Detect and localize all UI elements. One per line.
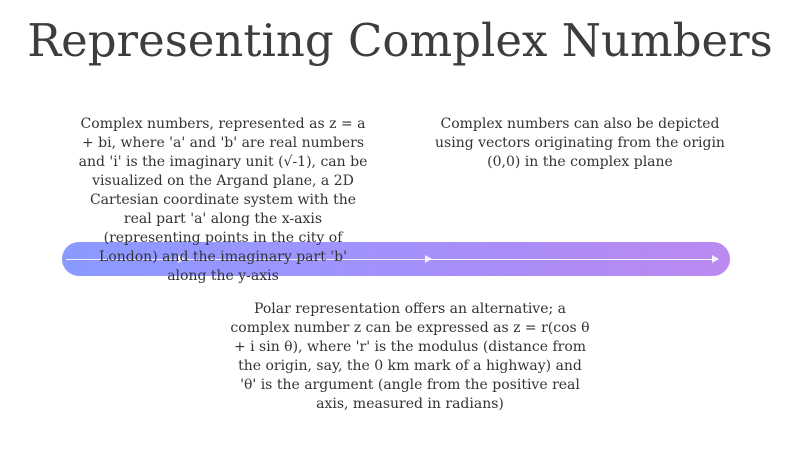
argand-plane-text: Complex numbers, represented as z = a + bi, where 'a' and 'b' are real numbers and 'i' is the imaginary unit (√-1), can be visualized on the Argand plane, a 2D Cartesian coordinate system with the real part 'a' along the x-axis (representing points in the city of London) and the imaginary part 'b' along the y-axis (78, 116, 368, 284)
timeline-arrow-icon (425, 255, 432, 263)
timeline-arrow-icon (712, 255, 719, 263)
slide-title: Representing Complex Numbers (27, 14, 773, 67)
polar-representation-text: Polar representation offers an alternative; a complex number z can be expressed as z = r(cos θ + i sin θ), where 'r' is the modulus (distance from the origin, say, the 0 km mark of a highway) and 'θ' is the argument (angle from the positive real axis, measured in radians) (230, 301, 590, 412)
timeline-dashed-line (430, 259, 714, 260)
vector-representation-text: Complex numbers can also be depicted using vectors originating from the origin (0,0) in the complex plane (435, 116, 725, 170)
